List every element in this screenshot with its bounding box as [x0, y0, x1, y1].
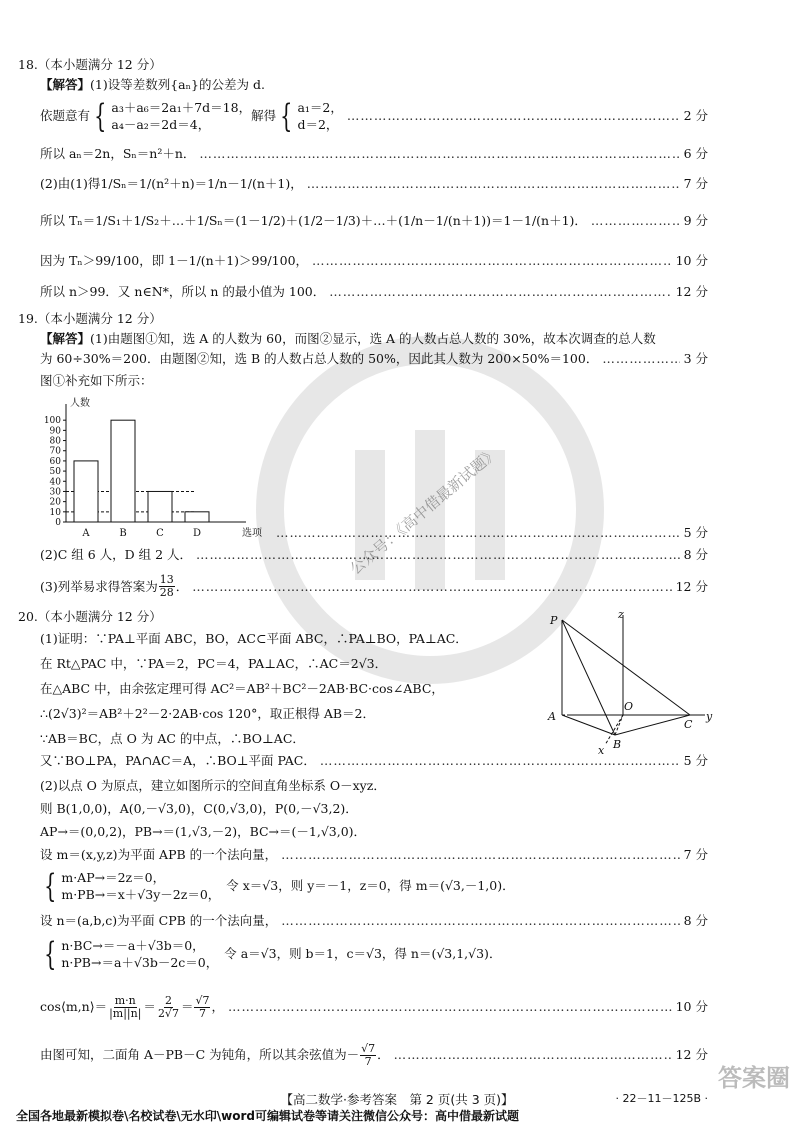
q18-header: 18.（本小题满分 12 分）	[18, 57, 162, 72]
q19-chart-score-line: …………………………………………………………………………………………………………………………………………………………………………………………………………………………………… 5 分	[272, 524, 708, 542]
pyramid-figure	[540, 610, 720, 760]
y-tick-label: 10	[49, 507, 61, 518]
label-z: z	[618, 610, 624, 621]
label-B: B	[613, 738, 622, 751]
q19-line5: (3)列举易求得答案为 $\frac{13}{28}$ ． …………………………………………………………………………………………………………………………………………………………………………………………………………………………………… 12 分	[40, 574, 708, 599]
label-x: x	[598, 744, 605, 757]
q20-header: 20.（本小题满分 12 分）	[18, 609, 162, 624]
q20-line8: 则 B(1,0,0)，A(0,－√3,0)，C(0,√3,0)，P(0,－√3,2)．	[40, 801, 358, 816]
q19-line2: 为 60÷30%＝200．由题图②知，选 B 的人数占总人数的 50%，因此其人数为 200×50%＝100． …………………………………………………………………………………………………………………………………………………………………………………………………………………………………… 3 分	[40, 350, 708, 368]
bar-A	[74, 461, 98, 522]
label-A: A	[548, 710, 556, 723]
q19-line1: 【解答】(1)由题图①知，选 A 的人数为 60，而图②显示，选 A 的人数占总人数的 30%，故本次调查的总人数	[40, 331, 656, 346]
label-y: y	[706, 710, 713, 723]
q20-line13: { n·BC→＝－a＋√3b＝0， n·PB→＝a＋√3b－2c＝0， 令 a＝√3，则 b＝1，c＝√3，得 n＝(√3,1,√3)．	[44, 935, 502, 973]
x-tick-label: D	[192, 528, 202, 539]
x-axis-label: 选项	[242, 528, 262, 539]
y-tick-label: 30	[49, 487, 61, 498]
q20-line4: ∴(2√3)²＝AB²＋2²－2·2AB·cos 120°，取正根得 AB＝2．	[40, 706, 376, 721]
y-tick-label: 60	[49, 456, 61, 467]
q20-line1: (1)证明：∵PA⊥平面 ABC，BO，AC⊂平面 ABC，∴PA⊥BO，PA⊥AC．	[40, 631, 468, 646]
logo-watermark: 答案圈	[718, 1064, 790, 1092]
q19-header: 19.（本小题满分 12 分）	[18, 311, 162, 326]
y-tick-label: 20	[49, 497, 61, 508]
page-footer: 【高二数学·参考答案 第 2 页(共 3 页)】 · 22－11－125B ·	[280, 1092, 708, 1107]
q20-line11: { m·AP→＝2z＝0， m·PB→＝x＋√3y－2z＝0， 令 x＝√3，则 y＝－1，z＝0，得 m＝(√3,－1,0)．	[44, 867, 515, 905]
x-tick-label: B	[119, 528, 127, 539]
y-tick-label: 80	[49, 436, 61, 447]
q20-line7: (2)以点 O 为原点，建立如图所示的空间直角坐标系 O－xyz．	[40, 778, 386, 793]
bar-chart	[36, 392, 276, 542]
q18-line1: 【解答】(1)设等差数列{aₙ}的公差为 d.	[40, 77, 265, 92]
y-tick-label: 0	[55, 518, 61, 528]
y-tick-label: 70	[49, 446, 61, 457]
bar-C	[148, 491, 172, 522]
q18-line3: 所以 aₙ＝2n，Sₙ＝n²＋n． …………………………………………………………………………………………………………………………………………………………………………………………………………………………………… 6 分	[40, 145, 708, 163]
label-C: C	[684, 718, 693, 731]
q18-line5: 所以 Tₙ＝1/S₁＋1/S₂＋…＋1/Sₙ＝(1－1/2)＋(1/2－1/3)＋…＋(1/n－1/(n＋1))＝1－1/(n＋1)． …………………………………………………………………………………………………………………………………………………………………………………………………………………………………… 9 分	[40, 212, 708, 230]
x-tick-label: C	[156, 528, 164, 539]
q20-line2: 在 Rt△PAC 中，∵PA＝2，PC＝4，PA⊥AC，∴AC＝2√3．	[40, 656, 388, 671]
y-tick-label: 50	[49, 467, 61, 478]
y-tick-label: 40	[49, 477, 61, 488]
q20-line9: AP→＝(0,0,2)，PB→＝(1,√3,－2)，BC→＝(－1,√3,0)．	[40, 824, 367, 839]
q18-line4: (2)由(1)得1/Sₙ＝1/(n²＋n)＝1/n－1/(n＋1)， …………………………………………………………………………………………………………………………………………………………………………………………………………………………………… 7 分	[40, 175, 708, 193]
q20-line15: 由图可知，二面角 A－PB－C 为钝角，所以其余弦值为－ $\frac{√7}{7}$ ． …………………………………………………………………………………………………………………………………………………………………………………………………………………………………… 12 分	[40, 1040, 708, 1070]
label-P: P	[550, 614, 558, 627]
q20-line12: 设 n＝(a,b,c)为平面 CPB 的一个法向量， …………………………………………………………………………………………………………………………………………………………………………………………………………………………………… 8 分	[40, 912, 708, 930]
q19-line3: 图①补充如下所示：	[40, 373, 153, 388]
q20-line5: ∵AB＝BC，点 O 为 AC 的中点，∴BO⊥AC．	[40, 731, 305, 746]
q20-line10: 设 m＝(x,y,z)为平面 APB 的一个法向量， …………………………………………………………………………………………………………………………………………………………………………………………………………………………………… 7 分	[40, 846, 708, 864]
y-tick-label: 100	[43, 416, 61, 427]
q18-line2: 依题意有 { a₃＋a₆＝2a₁＋7d＝18， a₄－a₂＝2d＝4， 解得 { a₁＝2， d＝2， …………………………………………………………………………………………………………………………………………………………………………………………………………………………………… 2 分	[40, 96, 708, 136]
x-tick-label: A	[82, 528, 90, 539]
footer-code: · 22－11－125B ·	[615, 1092, 708, 1105]
q20-line14: cos⟨m,n⟩＝ $\frac{m\cdot n}{|m||n|}$ ＝ $\frac{2}{2√7}$ ＝ $\frac{√7}{7}$ ， …………………………………………………………………………………………………………………………………………………………………………………………………………………………………… 10 分	[40, 992, 708, 1022]
q20-line6: 又∵BO⊥PA，PA∩AC＝A，∴BO⊥平面 PAC． …………………………………………………………………………………………………………………………………………………………………………………………………………………………………… 5 分	[40, 752, 708, 770]
label-O: O	[624, 700, 634, 713]
y-tick-label: 90	[49, 426, 61, 437]
bar-D	[185, 512, 209, 522]
q19-line4: (2)C 组 6 人，D 组 2 人． …………………………………………………………………………………………………………………………………………………………………………………………………………………………………… 8 分	[40, 546, 708, 564]
q20-line3: 在△ABC 中，由余弦定理可得 AC²＝AB²＋BC²－2AB·BC·cos∠ABC，	[40, 681, 444, 696]
y-axis-label: 人数	[70, 398, 90, 409]
bottom-notice: 全国各地最新模拟卷\名校试卷\无水印\word可编辑试卷等请关注微信公众号：高中借最新试题	[16, 1109, 519, 1123]
q18-line7: 所以 n＞99．又 n∈N*，所以 n 的最小值为 100． …………………………………………………………………………………………………………………………………………………………………………………………………………………………………… 12 分	[40, 283, 708, 301]
bar-B	[111, 420, 135, 522]
watermark-text: 公众号：《高中借最新试题》	[346, 443, 502, 579]
q18-line6: 因为 Tₙ＞99/100，即 1－1/(n＋1)＞99/100， …………………………………………………………………………………………………………………………………………………………………………………………………………………………………… 10 分	[40, 252, 708, 270]
